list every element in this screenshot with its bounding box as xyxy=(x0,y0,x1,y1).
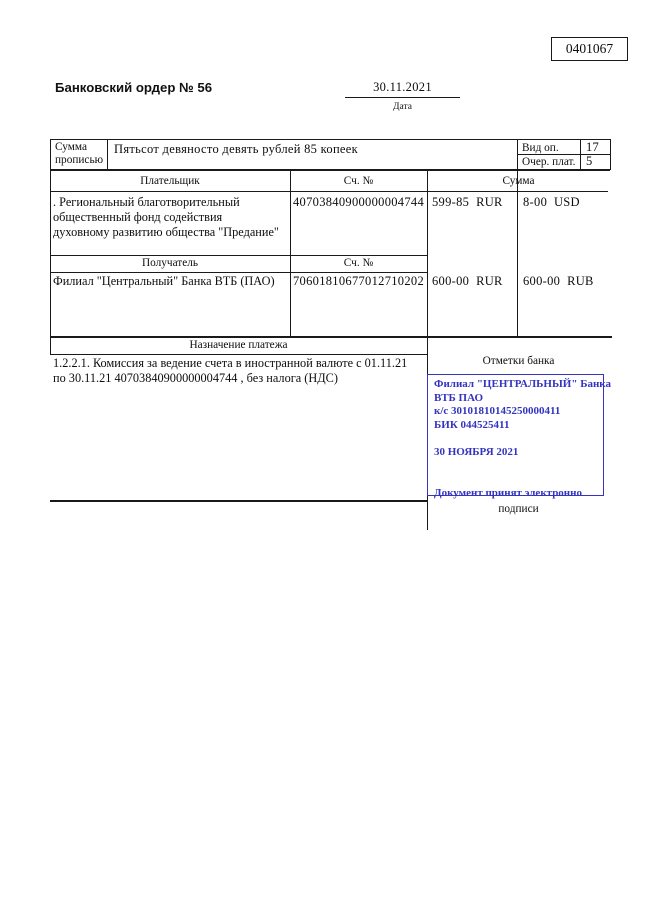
page-title: Банковский ордер № 56 xyxy=(55,80,213,95)
purpose-text-line2: по 30.11.21 40703840900000004744 , без налога (НДС) xyxy=(53,371,338,385)
vid-op-label: Вид оп. xyxy=(522,142,559,154)
purpose-text-line1: 1.2.2.1. Комиссия за ведение счета в иностранной валюте с 01.11.21 xyxy=(53,356,408,370)
stamp-blank-line2 xyxy=(434,460,603,474)
payee-column-header: Получатель xyxy=(141,257,199,269)
form-code-box: 0401067 xyxy=(551,37,628,61)
payee-header-underline xyxy=(50,272,427,273)
vid-op-value-divider xyxy=(580,139,581,170)
stamp-bank-name-line1: Филиал "ЦЕНТРАЛЬНЫЙ" Банка xyxy=(434,378,611,390)
payee-account-number: 70601810677012710202 xyxy=(293,274,424,288)
date-label: Дата xyxy=(393,102,412,112)
payee-name: Филиал "Центральный" Банка ВТБ (ПАО) xyxy=(53,274,275,288)
bank-electronic-stamp xyxy=(427,374,611,499)
sum-column-header: Сумма xyxy=(502,175,535,187)
payer-name-line3: духовному развитию общества "Предание" xyxy=(53,225,279,239)
table-bottom-border xyxy=(50,500,427,502)
stamp-date: 30 НОЯБРЯ 2021 xyxy=(434,445,519,458)
payer-header-underline xyxy=(50,191,608,192)
amount-in-words: Пятьсот девяносто девять рублей 85 копеек xyxy=(114,142,359,156)
payer-column-header: Плательщик xyxy=(140,175,200,187)
stamp-blank-line1 xyxy=(434,432,603,446)
signatures-label: подписи xyxy=(498,503,539,515)
sum-internal-divider xyxy=(517,139,518,337)
stamp-blank-line3 xyxy=(434,473,603,487)
amount-words-label-line2: прописью xyxy=(55,154,104,166)
purpose-section-topline xyxy=(50,336,612,338)
ocher-plat-label: Очер. плат. xyxy=(522,156,576,168)
stamp-bik: БИК 044525411 xyxy=(434,418,510,431)
payee-sum-rur: 600-00 RUR xyxy=(432,274,503,288)
purpose-header: Назначение платежа xyxy=(189,339,288,351)
payer-account-number: 40703840900000004744 xyxy=(293,195,424,209)
date-underline xyxy=(345,97,460,98)
ocher-plat-value: 5 xyxy=(586,154,593,168)
stamp-accepted-note: Документ принят электронно xyxy=(434,486,582,499)
name-account-divider xyxy=(290,170,291,337)
payer-sum-rur: 599-85 RUR xyxy=(432,195,503,209)
purpose-header-underline xyxy=(50,354,427,355)
payer-account-column-header: Сч. № xyxy=(343,175,374,187)
table-left-border xyxy=(50,139,51,355)
date-value: 30.11.2021 xyxy=(373,80,432,94)
table-top-border xyxy=(50,139,610,140)
payee-account-column-header: Сч. № xyxy=(343,257,374,269)
payer-sum-usd: 8-00 USD xyxy=(523,195,580,209)
payer-name-line1: . Региональный благотворительный xyxy=(53,195,240,209)
amount-label-divider xyxy=(107,139,108,170)
table-right-border xyxy=(610,139,611,170)
stamp-bank-name-line2: ВТБ ПАО xyxy=(434,391,484,404)
payee-sum-rub: 600-00 RUB xyxy=(523,274,594,288)
bank-marks-header: Отметки банка xyxy=(482,355,555,367)
payer-name-line2: общественный фонд содействия xyxy=(53,210,223,224)
stamp-corr-account: к/с 30101810145250000411 xyxy=(434,405,561,418)
vid-op-value: 17 xyxy=(586,140,600,154)
payee-header-topline xyxy=(50,255,427,256)
amount-words-label-line1: Сумма xyxy=(55,141,87,153)
